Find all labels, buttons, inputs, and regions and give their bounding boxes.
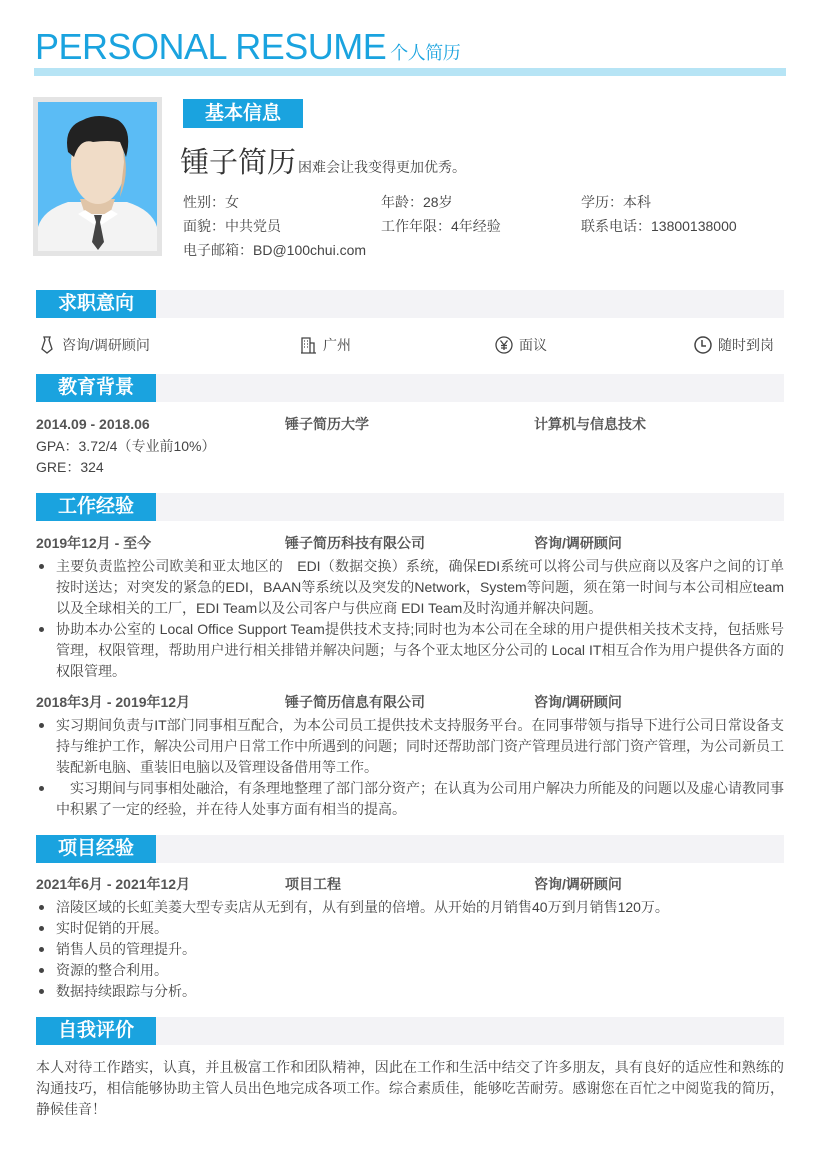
email: 电子邮箱：BD@100chui.com: [183, 242, 367, 258]
avatar-illustration: [38, 102, 157, 251]
section-title: 工作经验: [36, 493, 156, 521]
work-years: 工作年限：4年经验: [381, 218, 501, 234]
section-project: [36, 835, 784, 863]
job-period: 2019年12月 - 至今: [36, 535, 152, 551]
job-company: 锤子简历信息有限公司: [285, 694, 425, 710]
edu-school: 锤子简历大学: [285, 416, 369, 432]
project-period: 2021年6月 - 2021年12月: [36, 876, 191, 892]
intent-availability-text: 随时到岗: [718, 337, 774, 353]
phone: 联系电话：13800138000: [581, 218, 737, 234]
job-company: 锤子简历科技有限公司: [285, 535, 425, 551]
politics: 面貌：中共党员: [183, 218, 281, 234]
list-item: 实时促销的开展。: [36, 918, 784, 939]
edu-period: 2014.09 - 2018.06: [36, 416, 150, 432]
title-cn: 个人简历: [390, 43, 461, 63]
basic-info-label: 基本信息: [183, 99, 303, 128]
candidate-name: 锺子简历: [180, 147, 297, 179]
intent-availability: [694, 335, 774, 355]
building-icon: [299, 336, 317, 354]
intent-city: [299, 335, 351, 355]
title-en: PERSONAL RESUME: [35, 26, 387, 67]
job-duties: [36, 715, 784, 820]
job-title: 咨询/调研顾问: [534, 694, 622, 710]
section-intention: [36, 290, 784, 318]
job-duties: [36, 556, 784, 682]
avatar: [33, 97, 162, 256]
intent-position-text: 咨询/调研顾问: [62, 337, 150, 353]
section-title: 求职意向: [36, 290, 156, 318]
gender: 性别：女: [183, 194, 239, 210]
list-item: 实习期间与同事相处融洽，有条理地整理了部门部分资产；在认真为公司用户解决力所能及的问题以及虚心请教同事中积累了一定的经验，并在待人处事方面有相当的提高。: [36, 778, 784, 820]
edu-major: 计算机与信息技术: [534, 416, 646, 432]
title-divider: [34, 68, 786, 76]
tie-icon: [38, 336, 56, 354]
job-period: 2018年3月 - 2019年12月: [36, 694, 191, 710]
list-item: 数据持续跟踪与分析。: [36, 981, 784, 1002]
intent-city-text: 广州: [323, 337, 351, 353]
section-title: 教育背景: [36, 374, 156, 402]
candidate-name-line: [180, 140, 466, 181]
list-item: 实习期间负责与IT部门同事相互配合，为本公司员工提供技术支持服务平台。在同事带领与指导下进行公司日常设备支持与维护工作，解决公司用户日常工作中所遇到的问题；同时还帮助部门资产管理员进行部门资产管理，为公司新员工装配新电脑、重装旧电脑以及管理设备借用等工作。: [36, 715, 784, 778]
self-evaluation: 本人对待工作踏实，认真，并且极富工作和团队精神，因此在工作和生活中结交了许多朋友，具有良好的适应性和熟练的沟通技巧，相信能够协助主管人员出色地完成各项工作。综合素质佳，能够吃苦耐劳。感谢您在百忙之中阅览我的简历，静候佳音！: [36, 1059, 784, 1117]
list-item: 主要负责监控公司欧美和亚太地区的 EDI（数据交换）系统，确保EDI系统可以将公司与供应商以及客户之间的订单按时送达；对突发的紧急的EDI，BAAN等系统以及突发的Network，System等问题，须在第一时间与本公司相应team以及全球相关的工厂，EDI Team以及公司客户与供应商 EDI Team及时沟通并解决问题。: [36, 556, 784, 619]
section-title: 项目经验: [36, 835, 156, 863]
page-title: [35, 26, 460, 68]
list-item: 涪陵区域的长虹美菱大型专卖店从无到有，从有到量的倍增。从开始的月销售40万到月销售120万。: [36, 897, 784, 918]
intent-salary-text: 面议: [519, 337, 547, 353]
list-item: 协助本办公室的 Local Office Support Team提供技术支持;同时也为本公司在全球的用户提供相关技术支持，包括账号管理，权限管理，帮助用户进行相关排错并解决问题；与各个亚太地区分公司的 Local IT相互合作为用户提供各方面的权限管理。: [36, 619, 784, 682]
list-item: 销售人员的管理提升。: [36, 939, 784, 960]
section-education: [36, 374, 784, 402]
project-name: 项目工程: [285, 876, 341, 892]
job-title: 咨询/调研顾问: [534, 535, 622, 551]
edu-gpa: GPA：3.72/4（专业前10%）: [36, 438, 216, 454]
section-title: 自我评价: [36, 1017, 156, 1045]
section-work: [36, 493, 784, 521]
education-level: 学历：本科: [581, 194, 651, 210]
clock-icon: [694, 336, 712, 354]
project-title: 咨询/调研顾问: [534, 876, 622, 892]
age: 年龄：28岁: [381, 194, 453, 210]
edu-gre: GRE：324: [36, 459, 104, 475]
list-item: 资源的整合利用。: [36, 960, 784, 981]
intent-salary: [495, 335, 547, 355]
project-items: [36, 897, 784, 1002]
section-self: [36, 1017, 784, 1045]
motto: 困难会让我变得更加优秀。: [298, 159, 467, 175]
intent-position: [38, 335, 150, 355]
yen-icon: [495, 336, 513, 354]
